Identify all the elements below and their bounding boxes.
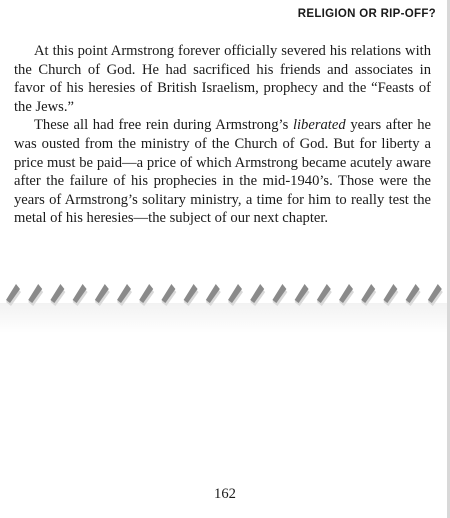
paragraph-2-start: These all had free rein during Armstrong’s bbox=[34, 117, 293, 134]
page-number: 162 bbox=[214, 486, 236, 502]
paragraph-2-end: years after he was ousted from the ministry of the Church of God. But for liberty a price must be paid—a price of which Armstrong became acutely aware after the failure of his prophecies in the mid-1940’s. Those were the years of Armstrong’s solitary ministry, a time for him to really test the metal of his heresies—the subject of our next chapter. bbox=[14, 117, 431, 227]
running-header: RELIGION OR RIP-OFF? bbox=[297, 8, 436, 20]
paragraph-2 bbox=[14, 116, 431, 228]
body-text bbox=[14, 42, 431, 228]
emphasis-liberated: liberated bbox=[292, 117, 346, 134]
paragraph-1: At this point Armstrong forever officially severed his relations with the Church of God. He had sacrificed his friends and associates in favor of his heresies of British Israelism, prophecy and the “Feasts of the Jews.” bbox=[14, 43, 431, 115]
torn-page-edge bbox=[0, 276, 450, 316]
